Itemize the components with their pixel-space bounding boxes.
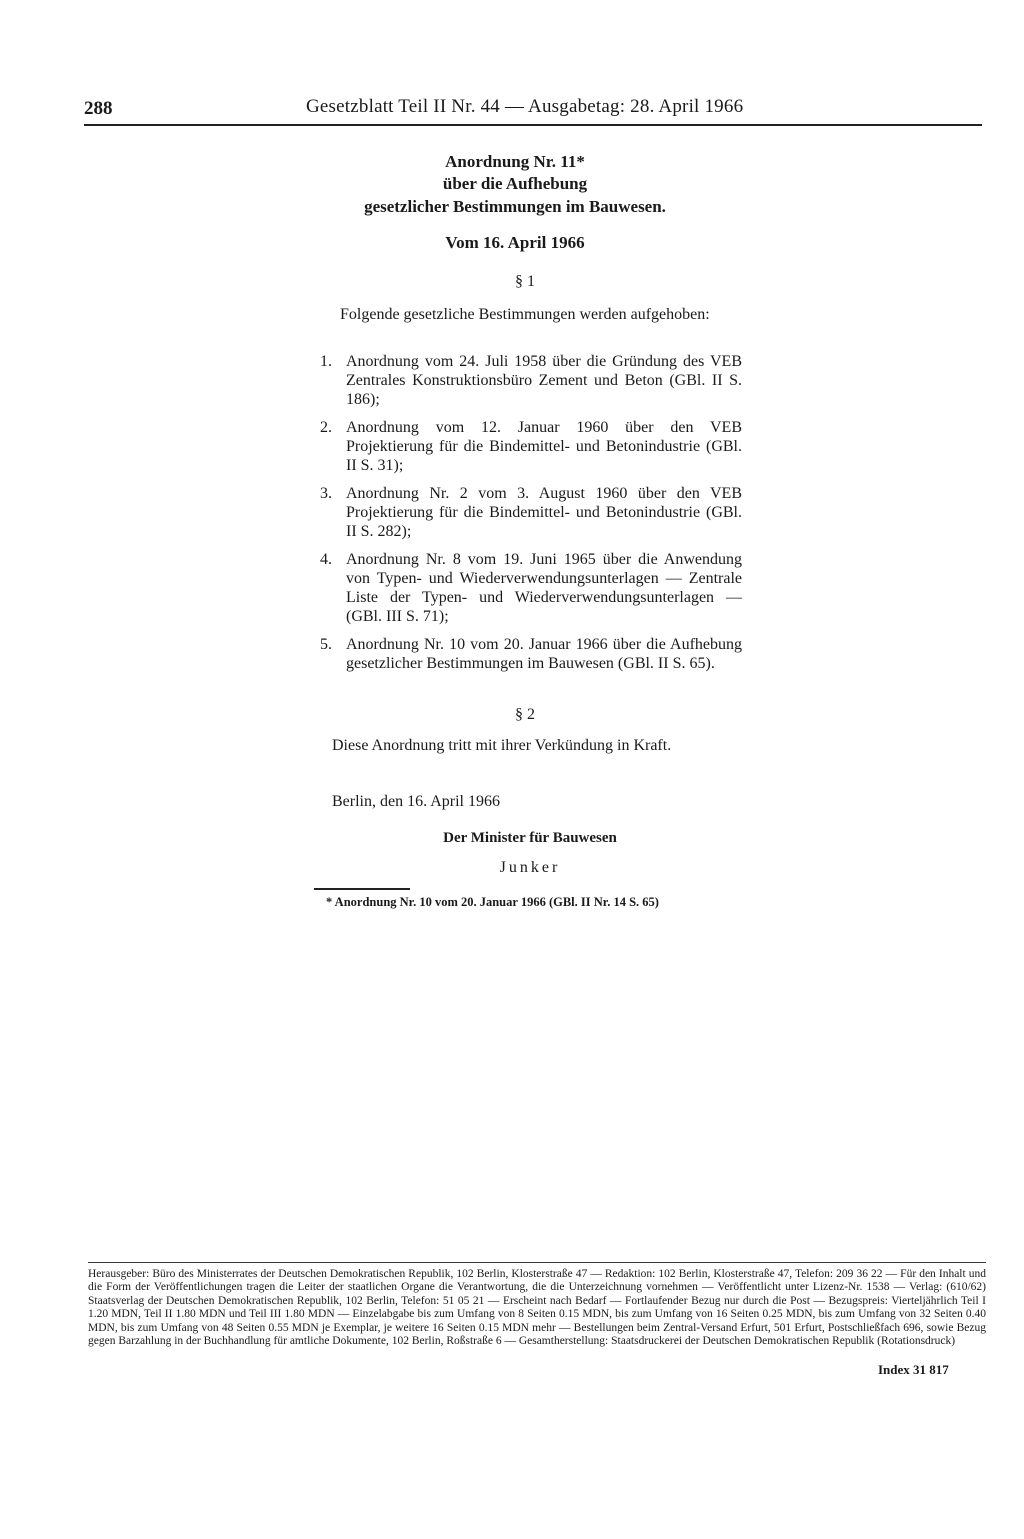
repealed-regulations-list bbox=[316, 352, 742, 682]
list-item-text: Anordnung Nr. 2 vom 3. August 1960 über den VEB Projektierung für die Bindemittel- und Betonindustrie (GBl. II S. 282); bbox=[346, 485, 742, 540]
page-number: 288 bbox=[84, 98, 113, 119]
list-item bbox=[316, 352, 742, 409]
list-item bbox=[316, 484, 742, 541]
list-item bbox=[316, 550, 742, 626]
imprint-rule bbox=[88, 1262, 986, 1263]
list-item-number: 1. bbox=[320, 353, 332, 370]
ordinance-title-line-1: Anordnung Nr. 11* bbox=[445, 152, 585, 171]
index-number: Index 31 817 bbox=[878, 1362, 949, 1377]
list-item-text: Anordnung Nr. 10 vom 20. Januar 1966 über die Aufhebung gesetzlicher Bestimmungen im Bauwesen (GBl. II S. 65). bbox=[346, 636, 742, 672]
list-item-text: Anordnung vom 12. Januar 1960 über den VEB Projektierung für die Bindemittel- und Betonindustrie (GBl. II S. 31); bbox=[346, 419, 742, 474]
publisher-imprint: Herausgeber: Büro des Ministerrates der Deutschen Demokratischen Republik, 102 Berlin, Klosterstraße 47 — Redaktion: 102 Berlin, Klosterstraße 47, Telefon: 209 36 22 — Für den Inhalt und die Form der Veröffentlichungen tragen die Leiter der staatlichen Organe die Verantwortung, die die Unterzeichnung vornehmen — Veröffentlicht unter Lizenz-Nr. 1538 — Verlag: (610/62) Staatsverlag der Deutschen Demokratischen Republik, 102 Berlin, Telefon: 51 05 21 — Erscheint nach Bedarf — Fortlaufender Bezug nur durch die Post — Bezugspreis: Vierteljährlich Teil I 1.20 MDN, Teil II 1.80 MDN und Teil III 1.80 MDN — Einzelabgabe bis zum Umfang von 8 Seiten 0.15 MDN, bis zum Umfang von 16 Seiten 0.25 MDN, bis zum Umfang von 32 Seiten 0.40 MDN, bis zum Umfang von 48 Seiten 0.55 MDN je Exemplar, je weitere 16 Seiten 0.15 MDN mehr — Bestellungen beim Zentral-Versand Erfurt, 501 Erfurt, Postschließfach 696, sowie Bezug gegen Barzahlung in der Buchhandlung für amtliche Dokumente, 102 Berlin, Roßstraße 6 — Gesamtherstellung: Staatsdruckerei der Deutschen Demokratischen Republik (Rotationsdruck) bbox=[88, 1268, 986, 1348]
section-2-text: Diese Anordnung tritt mit ihrer Verkündung in Kraft. bbox=[332, 737, 672, 754]
list-item-number: 3. bbox=[320, 485, 332, 502]
list-item bbox=[316, 635, 742, 673]
list-item bbox=[316, 418, 742, 475]
section-1-heading: § 1 bbox=[515, 273, 535, 290]
section-1-intro: Folgende gesetzliche Bestimmungen werden aufgehoben: bbox=[340, 306, 710, 323]
running-title: Gesetzblatt Teil II Nr. 44 — Ausgabetag: 28. April 1966 bbox=[306, 96, 744, 117]
list-item-number: 4. bbox=[320, 551, 332, 568]
signatory-title: Der Minister für Bauwesen bbox=[443, 830, 617, 846]
list-item-text: Anordnung vom 24. Juli 1958 über die Gründung des VEB Zentrales Konstruktionsbüro Zement und Beton (GBl. II S. 186); bbox=[346, 353, 742, 408]
place-and-date: Berlin, den 16. April 1966 bbox=[332, 793, 500, 810]
ordinance-title-line-3: gesetzlicher Bestimmungen im Bauwesen. bbox=[364, 197, 666, 216]
ordinance-title-line-2: über die Aufhebung bbox=[442, 174, 588, 193]
header-rule bbox=[84, 124, 982, 126]
list-item-number: 2. bbox=[320, 419, 332, 436]
ordinance-date: Vom 16. April 1966 bbox=[445, 233, 585, 252]
list-item-text: Anordnung Nr. 8 vom 19. Juni 1965 über die Anwendung von Typen- und Wiederverwendungsunterlagen — Zentrale Liste der Typen- und Wiederverwendungsunterlagen — (GBl. III S. 71); bbox=[346, 551, 742, 625]
footnote-rule bbox=[314, 888, 410, 890]
footnote: * Anordnung Nr. 10 vom 20. Januar 1966 (GBl. II Nr. 14 S. 65) bbox=[326, 895, 659, 909]
section-2-heading: § 2 bbox=[515, 706, 535, 723]
list-item-number: 5. bbox=[320, 636, 332, 653]
signatory-name: Junker bbox=[499, 859, 561, 876]
